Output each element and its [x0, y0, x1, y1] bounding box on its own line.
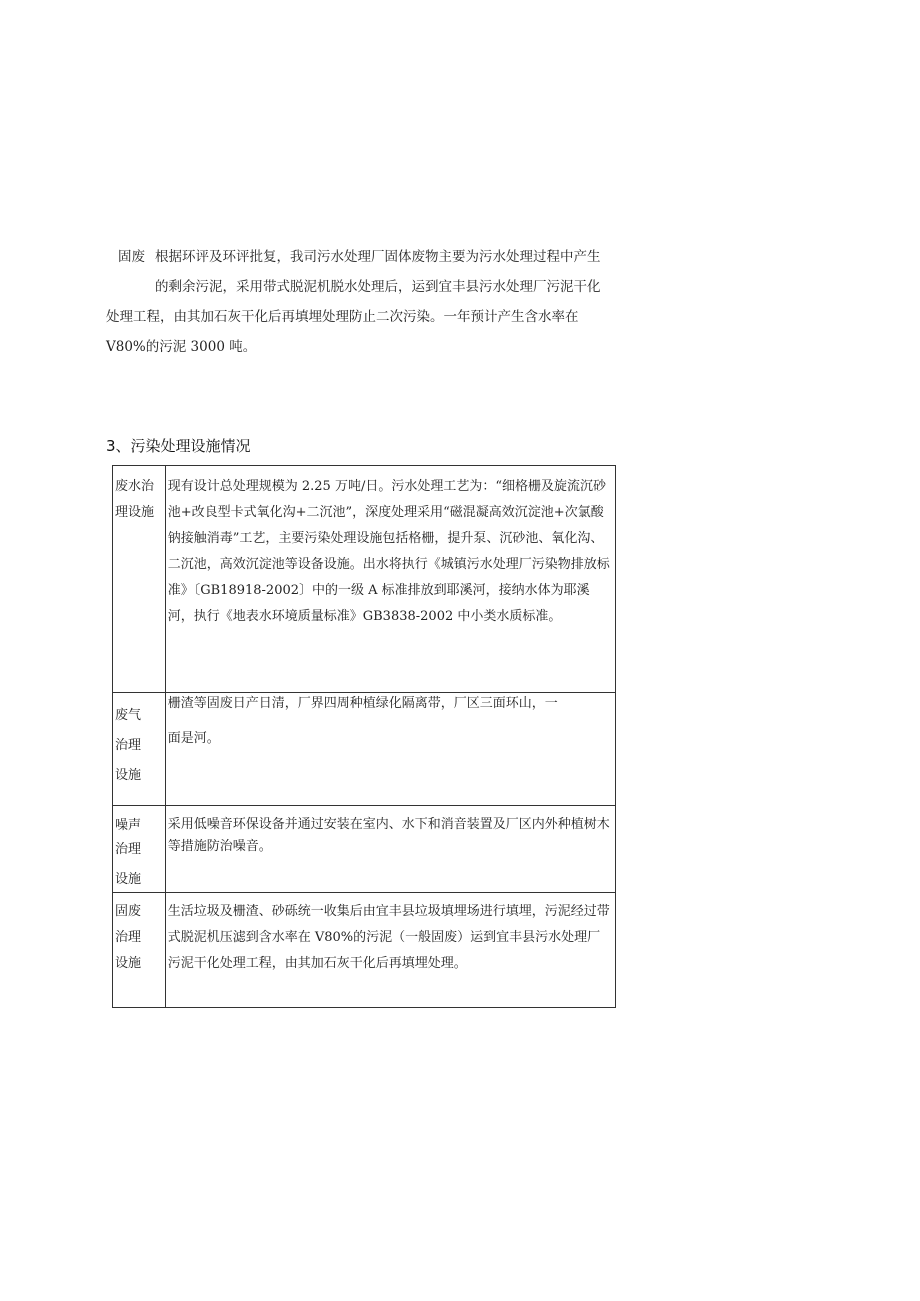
- label-line: 治理: [115, 930, 142, 945]
- row-label: [113, 893, 165, 977]
- label-line: 设施: [115, 872, 142, 887]
- row-description-cell: [165, 893, 615, 1008]
- row-label-cell: [113, 693, 166, 806]
- solid-waste-description: 生活垃圾及栅渣、砂砾统一收集后由宜丰县垃圾填埋场进行填埋，污泥经过带式脱泥机压滤到含水率在 V80%的污泥（一般固废）运到宜丰县污水处理厂污泥干化处理工程，由其加石灰干化后再填埋处理。: [167, 904, 610, 971]
- noise-description: 采用低噪音环保设备并通过安装在室内、水下和消音装置及厂区内外种植树木等措施防治噪音。: [167, 817, 610, 854]
- label-line: 设施: [115, 956, 142, 971]
- row-label-cell: [113, 466, 166, 693]
- row-label: [113, 466, 165, 526]
- row-description-cell: [165, 693, 615, 806]
- wastewater-description: 现有设计总处理规模为 2.25 万吨/日。污水处理工艺为：“细格栅及旋流沉砂池+改良型卡式氧化沟+二沉池”，深度处理采用“磁混凝高效沉淀池+次氯酸钠接触消毒”工艺，主要污染处理设施包括格栅，提升泵、沉砂池、氧化沟、二沉池，高效沉淀池等设备设施。出水将执行《城镇污水处理厂污染物排放标准》〔GB18918-2002〕中的一级 A 标准排放到耶溪河，接纳水体为耶溪河，执行《地表水环境质量标准》GB3838-2002 中小类水质标准。: [167, 479, 610, 624]
- label-line: 固废: [115, 904, 142, 919]
- label-line: 废气: [115, 708, 142, 723]
- table-row: [113, 893, 616, 1008]
- label-line: 治理: [115, 738, 142, 753]
- table-row: [113, 466, 616, 693]
- table-row: [113, 806, 616, 893]
- label-line: 治理: [115, 842, 142, 857]
- row-description-cell: [165, 466, 615, 693]
- label-line: 理设施: [115, 505, 155, 520]
- intro-label: 固废: [118, 249, 145, 265]
- table-row: [113, 693, 616, 806]
- intro-line-1: [106, 242, 626, 272]
- row-description-cell: [165, 806, 615, 893]
- label-line: 设施: [115, 768, 142, 783]
- section-heading: 3、污染处理设施情况: [106, 437, 251, 455]
- desc-line: 栅渣等固废日产日清，厂界四周种植绿化隔离带，厂区三面环山，一: [167, 696, 558, 711]
- row-label: [113, 806, 165, 892]
- label-line: 废水治: [115, 479, 155, 494]
- desc-line: 面是河。: [167, 731, 220, 746]
- intro-text-1: 根据环评及环评批复，我司污水处理厂固体废物主要为污水处理过程中产生: [155, 249, 601, 265]
- row-label-cell: [113, 893, 166, 1008]
- intro-line-4: V80%的污泥 3000 吨。: [106, 339, 257, 355]
- solid-waste-paragraph: [106, 242, 626, 362]
- pollution-facilities-table: [112, 465, 616, 1008]
- intro-line-3: 处理工程，由其加石灰干化后再填埋处理防止二次污染。一年预计产生含水率在: [106, 309, 579, 325]
- row-label: [113, 693, 165, 791]
- intro-line-2: 的剩余污泥，采用带式脱泥机脱水处理后，运到宜丰县污水处理厂污泥干化: [155, 279, 601, 295]
- exhaust-description: [166, 693, 615, 750]
- row-label-cell: [113, 806, 166, 893]
- label-line: 噪声: [115, 818, 142, 833]
